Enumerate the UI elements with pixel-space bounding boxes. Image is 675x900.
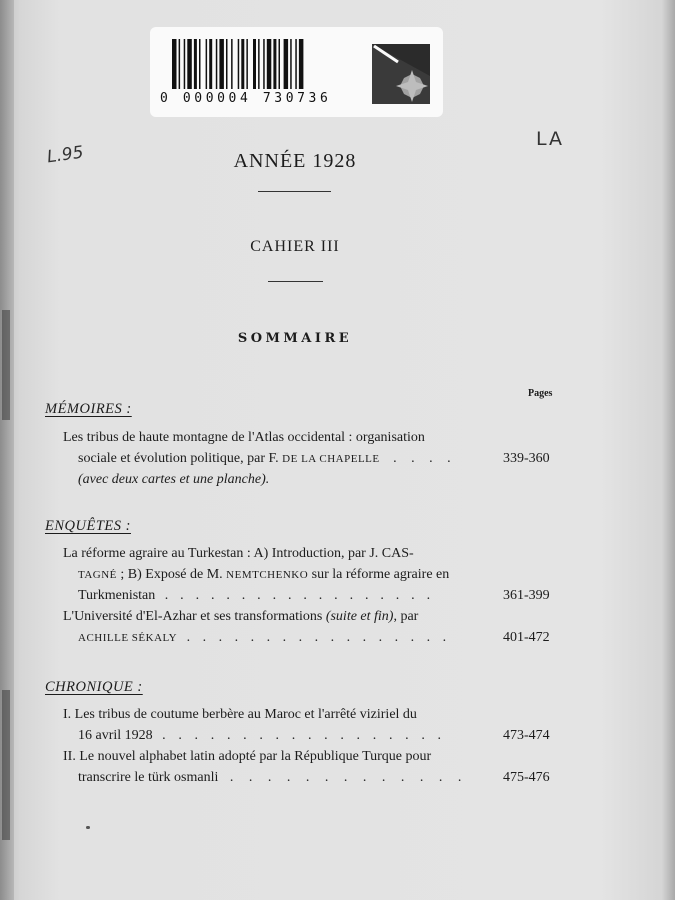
barcode-bar (241, 39, 244, 89)
page-range: 473-474 (503, 728, 550, 743)
entry-line: (avec deux cartes et une planche). (78, 472, 270, 487)
barcode-bar (187, 39, 192, 89)
leader-dots: . . . . . . . . . . . . . . . . . . (162, 728, 446, 743)
cahier-rule (268, 281, 323, 282)
barcode-bar (284, 39, 289, 89)
entry-line (78, 451, 456, 467)
page-range: 361-399 (503, 588, 550, 603)
barcode-label (150, 27, 443, 117)
entry-line (78, 728, 446, 744)
leader-dots: . . . . . . . . . . . . . (229, 770, 468, 785)
sommaire-heading: SOMMAIRE (237, 331, 353, 346)
author-name: NEMTCHENKO (226, 569, 309, 581)
barcode-bar (253, 39, 256, 89)
barcode-bar (299, 39, 304, 89)
section-heading-chronique: CHRONIQUE : (45, 679, 143, 695)
barcode-bars (172, 39, 372, 94)
entry-line (78, 630, 451, 646)
barcode-bar (172, 39, 177, 89)
barcode-bar (219, 39, 224, 89)
entry-text: 16 avril 1928 (78, 728, 153, 743)
barcode-bar (258, 39, 260, 89)
entry-text: sociale et évolution politique, par F. (78, 451, 283, 466)
library-logo (372, 44, 430, 104)
cahier-title: CAHIER III (250, 238, 340, 255)
leader-dots: . . . . . . . . . . . . . . . . . . (164, 588, 435, 603)
author-name: ACHILLE SÉKALY (78, 632, 178, 644)
entry-line: I. Les tribus de coutume berbère au Maroc et l'arrêté viziriel du (63, 707, 417, 722)
barcode-bar (216, 39, 218, 89)
entry-line: La réforme agraire au Turkestan : A) Introduction, par J. CAS- (63, 546, 414, 561)
barcode-bar (267, 39, 272, 89)
entry-text: , par (393, 609, 419, 624)
handwritten-note-right: LA (536, 128, 565, 150)
spine-mark (2, 310, 10, 420)
year-title: ANNÉE 1928 (233, 150, 357, 172)
barcode-bar (295, 39, 297, 89)
barcode-bar (206, 39, 208, 89)
barcode-bar (290, 39, 292, 89)
entry-text: Turkmenistan (78, 588, 156, 603)
page-spine-shadow (0, 0, 14, 900)
entry-text: L'Université d'El-Azhar et ses transformations (63, 609, 326, 624)
page-range: 475-476 (503, 770, 550, 785)
entry-text: transcrire le türk osmanli (78, 770, 219, 785)
author-name: DE LA CHAPELLE (282, 453, 380, 465)
entry-line (78, 588, 434, 604)
page-range: 401-472 (503, 630, 550, 645)
barcode-number: 0 000004 730736 (160, 91, 332, 106)
barcode-bar (184, 39, 186, 89)
barcode-bar (246, 39, 248, 89)
leader-dots: . . . . . . . . . . . . . . . . . (186, 630, 451, 645)
barcode-bar (273, 39, 276, 89)
handwritten-note-left: L.95 (45, 142, 85, 168)
ink-smudge (86, 826, 90, 829)
entry-line (63, 609, 418, 625)
section-heading-memoires: MÉMOIRES : (45, 401, 132, 417)
page-right-edge (661, 0, 675, 900)
barcode-bar (179, 39, 181, 89)
spine-mark (2, 690, 10, 840)
entry-line (78, 770, 467, 786)
entry-line: II. Le nouvel alphabet latin adopté par la République Turque pour (63, 749, 432, 764)
leader-dots: . . . . (393, 451, 457, 466)
barcode-bar (209, 39, 212, 89)
barcode-bar (238, 39, 240, 89)
entry-text: sur la réforme agraire en (308, 567, 450, 582)
entry-text: ; B) Exposé de M. (116, 567, 227, 582)
author-name: TAGNÉ (78, 569, 117, 581)
barcode-bar (194, 39, 197, 89)
entry-text: (suite et fin) (325, 609, 394, 624)
page-range: 339-360 (503, 451, 550, 466)
barcode-bar (199, 39, 201, 89)
pages-column-label: Pages (528, 388, 553, 399)
barcode-bar (226, 39, 228, 89)
barcode-bar (279, 39, 281, 89)
entry-line: Les tribus de haute montagne de l'Atlas occidental : organisation (63, 430, 425, 445)
entry-line (78, 567, 449, 583)
title-rule (258, 191, 331, 192)
barcode-bar (231, 39, 233, 89)
section-heading-enquetes: ENQUÊTES : (45, 518, 131, 534)
barcode-bar (263, 39, 265, 89)
